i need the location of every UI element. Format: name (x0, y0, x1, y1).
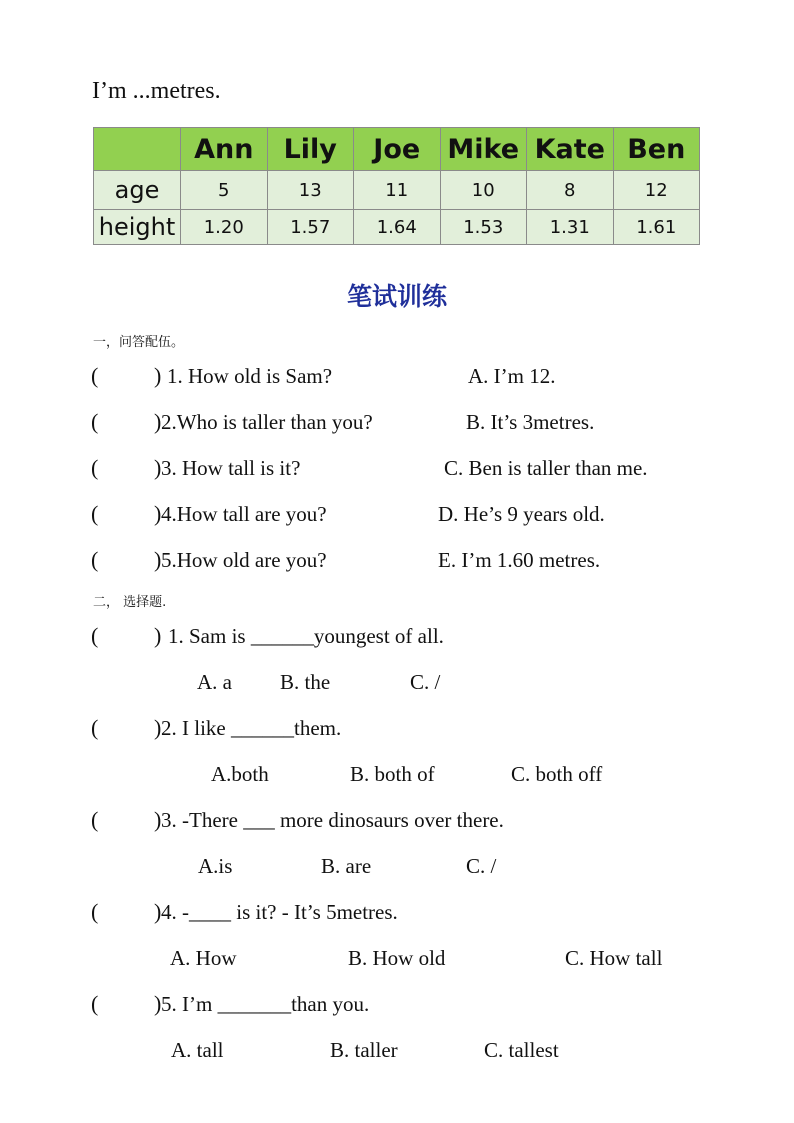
answer-text: D. He’s 9 years old. (438, 502, 605, 526)
option-a: A. How (170, 946, 237, 970)
answer-paren-open[interactable]: ( (91, 363, 99, 388)
option-a: A.both (211, 762, 269, 786)
question-text: 2.Who is taller than you? (161, 410, 373, 434)
question-text: 1. How old is Sam? (167, 364, 333, 388)
question-text: 5.How old are you? (161, 548, 327, 572)
answer-paren-open[interactable]: ( (91, 807, 99, 832)
height-cell: 1.64 (354, 210, 441, 245)
intro-text: I’m ...metres. (92, 78, 221, 104)
option-c: C. tallest (484, 1038, 559, 1062)
answer-paren-open[interactable]: ( (91, 991, 99, 1016)
age-cell: 10 (440, 171, 527, 210)
height-cell: 1.31 (527, 210, 614, 245)
option-a: A. a (197, 670, 232, 694)
answer-paren-close: ) (154, 501, 162, 526)
question-text: 5. I’m _______than you. (161, 992, 370, 1016)
age-cell: 13 (267, 171, 354, 210)
answer-paren-open[interactable]: ( (91, 623, 99, 648)
height-cell: 1.57 (267, 210, 354, 245)
row-label-age: age (94, 171, 181, 210)
answer-paren-open[interactable]: ( (91, 715, 99, 740)
answer-paren-open[interactable]: ( (91, 547, 99, 572)
answer-text: A. I’m 12. (468, 364, 556, 388)
age-cell: 5 (181, 171, 268, 210)
question-text: 4. -____ is it? - It’s 5metres. (161, 900, 398, 924)
table-header-row (94, 128, 700, 171)
option-a: A. tall (171, 1038, 224, 1062)
option-b: B. both of (350, 762, 435, 786)
section2-heading: 二， 选择题. (93, 595, 167, 610)
table-row-height (94, 210, 700, 245)
height-cell: 1.53 (440, 210, 527, 245)
answer-paren-close: ) (154, 991, 162, 1016)
answer-text: E. I’m 1.60 metres. (438, 548, 601, 572)
table-row-age (94, 171, 700, 210)
option-c: C. / (466, 854, 497, 878)
name-header: Kate (527, 128, 614, 171)
name-header: Ann (181, 128, 268, 171)
question-text: 1. Sam is ______youngest of all. (168, 624, 444, 648)
section-title: 笔试训练 (346, 282, 447, 311)
question-text: 3. -There ___ more dinosaurs over there. (161, 808, 504, 832)
answer-paren-close: ) (154, 715, 162, 740)
height-age-table (93, 127, 700, 245)
answer-paren-close: ) (154, 409, 162, 434)
question-text: 3. How tall is it? (161, 456, 301, 480)
answer-paren-open[interactable]: ( (91, 409, 99, 434)
option-b: B. are (321, 854, 372, 878)
height-cell: 1.61 (613, 210, 700, 245)
answer-text: C. Ben is taller than me. (444, 456, 648, 480)
option-c: C. / (410, 670, 441, 694)
answer-paren-close: ) (154, 899, 162, 924)
answer-paren-open[interactable]: ( (91, 899, 99, 924)
answer-paren-close: ) (154, 807, 162, 832)
option-c: C. both off (511, 762, 603, 786)
age-cell: 8 (527, 171, 614, 210)
answer-paren-close: ) (154, 623, 162, 648)
answer-text: B. It’s 3metres. (466, 410, 595, 434)
table-corner-cell (94, 128, 181, 171)
name-header: Ben (613, 128, 700, 171)
age-cell: 11 (354, 171, 441, 210)
height-cell: 1.20 (181, 210, 268, 245)
section1-heading: 一，问答配伍。 (93, 335, 185, 350)
age-cell: 12 (613, 171, 700, 210)
answer-paren-close: ) (154, 363, 162, 388)
question-text: 2. I like ______them. (161, 716, 342, 740)
answer-paren-open[interactable]: ( (91, 501, 99, 526)
name-header: Joe (354, 128, 441, 171)
answer-paren-close: ) (154, 455, 162, 480)
option-a: A.is (198, 854, 233, 878)
option-b: B. the (280, 670, 331, 694)
answer-paren-open[interactable]: ( (91, 455, 99, 480)
name-header: Lily (267, 128, 354, 171)
answer-paren-close: ) (154, 547, 162, 572)
option-b: B. How old (348, 946, 446, 970)
question-text: 4.How tall are you? (161, 502, 327, 526)
option-c: C. How tall (565, 946, 663, 970)
row-label-height: height (94, 210, 181, 245)
option-b: B. taller (330, 1038, 398, 1062)
name-header: Mike (440, 128, 527, 171)
